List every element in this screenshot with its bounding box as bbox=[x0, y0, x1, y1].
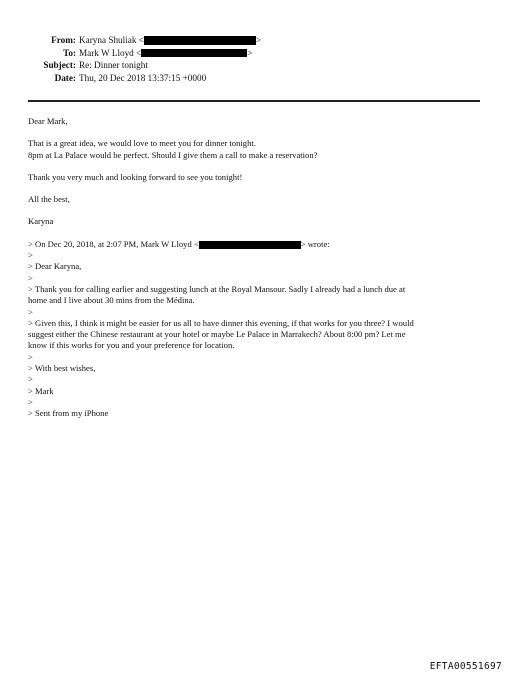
quote-line: > Given this, I think it might be easier for us all to have dinner this evening, if that works for you three? I would bbox=[28, 317, 414, 328]
subject-row bbox=[0, 59, 261, 72]
quote-blank: > bbox=[28, 351, 33, 362]
to-value: Mark W Lloyd < bbox=[79, 47, 142, 58]
to-row bbox=[0, 47, 261, 60]
subject-label: Subject: bbox=[43, 60, 76, 71]
from-value: Karyna Shuliak < bbox=[79, 35, 144, 45]
quote-line: > Thank you for calling earlier and suggesting lunch at the Royal Mansour. Sadly I already had a lunch due at bbox=[28, 283, 406, 294]
paragraph-line: 8pm at La Palace would be perfect. Should I give them a call to make a reservation? bbox=[28, 149, 318, 160]
paragraph-line: Thank you very much and looking forward to see you tonight! bbox=[28, 171, 243, 182]
email-body bbox=[28, 116, 484, 420]
redacted-email-to bbox=[141, 49, 247, 58]
quote-intro bbox=[28, 239, 484, 250]
quote-name: > Mark bbox=[28, 385, 54, 396]
closing: All the best, bbox=[28, 194, 70, 205]
to-close: > bbox=[247, 47, 253, 58]
to-label: To: bbox=[63, 47, 76, 58]
from-close: > bbox=[255, 35, 262, 45]
from-label: From: bbox=[51, 35, 76, 45]
redacted-email-quote bbox=[199, 241, 301, 250]
paragraph-line: That is a great idea, we would love to meet you for dinner tonight. bbox=[28, 138, 256, 149]
quote-blank: > bbox=[28, 272, 33, 283]
signature: Karyna bbox=[28, 216, 54, 227]
subject-value: Re: Dinner tonight bbox=[79, 60, 148, 71]
redacted-email-from bbox=[144, 36, 256, 45]
quote-line: suggest either the Chinese restaurant at your hotel or maybe Le Palace in Marrakech? About 8:00 pm? Let me bbox=[28, 329, 406, 340]
quote-blank: > bbox=[28, 396, 33, 407]
date-label: Date: bbox=[54, 72, 76, 83]
header-divider bbox=[28, 100, 480, 102]
greeting: Dear Mark, bbox=[28, 116, 68, 126]
quote-blank: > bbox=[28, 374, 33, 385]
quote-sent: > Sent from my iPhone bbox=[28, 408, 109, 419]
quote-blank: > bbox=[28, 306, 33, 317]
from-row bbox=[0, 34, 261, 47]
quote-line: home and I live about 30 mins from the Médina. bbox=[28, 295, 195, 306]
quote-blank: > bbox=[28, 250, 33, 261]
quote-intro-post: > wrote: bbox=[300, 238, 330, 249]
quote-closing: > With best wishes, bbox=[28, 363, 96, 374]
date-value: Thu, 20 Dec 2018 13:37:15 +0000 bbox=[79, 72, 207, 83]
quote-line: know if this works for you and your preference for location. bbox=[28, 340, 235, 351]
email-header bbox=[0, 34, 261, 84]
document-id: EFTA00551697 bbox=[429, 661, 502, 672]
quote-greeting: > Dear Karyna, bbox=[28, 261, 82, 272]
date-row bbox=[0, 72, 261, 85]
quote-intro-pre: > On Dec 20, 2018, at 2:07 PM, Mark W Lloyd < bbox=[28, 238, 199, 249]
